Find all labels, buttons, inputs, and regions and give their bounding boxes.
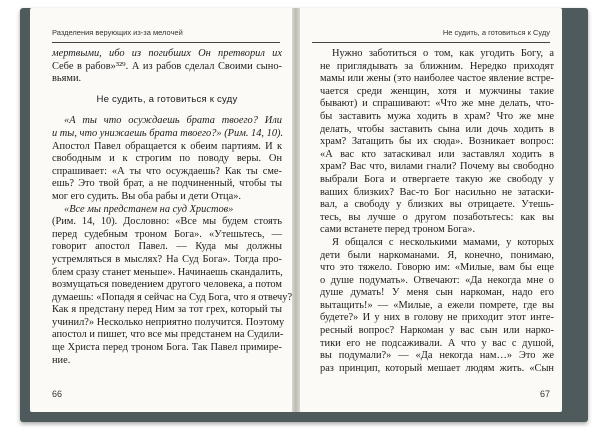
text-line: мамы или жены (это наиболее частое явление встре- bbox=[320, 73, 554, 85]
text-line: тики его не подсаживали. А что у вас с душой, bbox=[320, 337, 554, 349]
text-line: вы подумали?» — «Да некогда нам…» Это же bbox=[320, 350, 554, 362]
text-line: вытащить!» — «Милые, а ежели помрете, где вы bbox=[320, 299, 554, 311]
text-line: что это тяжело. Говорю им: «Милые, вам бы еще bbox=[320, 262, 554, 274]
text-line: бывают) и спрашивают: «Что же мне делать, что- bbox=[320, 98, 554, 110]
text-line: тесь, вы лучше о другом позаботьтесь: как вы bbox=[320, 211, 554, 223]
text-line: вал, а свободу у близких вы отрицаете. Утешь- bbox=[320, 199, 554, 211]
text-line: Себе в рабов»³²⁹. А из рабов сделал Своими сыно- bbox=[52, 60, 282, 72]
right-page-text bbox=[320, 48, 554, 375]
text-line: мертвыми, ибо из погибших Он претворил их bbox=[52, 48, 282, 59]
text-line: храм? Вас что, вилами гнали? Почему вы свободно bbox=[320, 161, 554, 173]
text-line: раз принцип, который мешает людям жить. «Сын bbox=[320, 362, 554, 374]
text-line: устремляться в мыслях? На Суд Бога». Тогда про- bbox=[52, 253, 282, 265]
text-line: говорит апостол Павел. — Куда мы должны bbox=[52, 241, 282, 253]
text-line: мог его судить. Вы оба рабы и дети Отца». bbox=[52, 190, 242, 202]
text-line: храм? Затащить бы их сюда». Возникает вопрос: bbox=[320, 136, 554, 148]
text-line: Как я предстану перед Ним за тот грех, который ты bbox=[52, 304, 282, 316]
text-line: свободным и к строгим по поводу веры. Он bbox=[52, 153, 282, 165]
text-line: «Все мы предстанем на суд Христов» bbox=[64, 203, 234, 215]
text-line: спрашивает: «А ты что осуждаешь? Как ты сме- bbox=[52, 165, 282, 177]
text-line: возмущаться поведением другого человека, а потом bbox=[52, 279, 282, 291]
text-line: не приглядывать за ближним. Нередко приходят bbox=[320, 60, 554, 72]
section-heading: Не судить, а готовиться к суду bbox=[96, 93, 238, 105]
text-line: будете?» И у них в голову не приходит этот инте- bbox=[320, 312, 554, 324]
text-line: ешь? Это твой брат, а не подчиненный, чтобы ты bbox=[52, 178, 282, 190]
book-gutter bbox=[292, 8, 300, 412]
text-line: бы заставить мужа ходить в храм? Что же мне bbox=[320, 110, 554, 122]
text-line: думаешь: «Попадя я сейчас на Суд Бога, что я отвечу? bbox=[52, 291, 292, 303]
text-line: ваших близких? Вас-то Бог насильно не затаски- bbox=[320, 186, 554, 198]
left-page-text bbox=[52, 48, 292, 367]
left-running-head: Разделения верующих из-за мелочей bbox=[52, 28, 183, 37]
text-line: блем сразу станет меньше». Начинаешь скандалить, bbox=[52, 266, 283, 278]
text-line: учинил?» Несколько неприятно получится. Поэтому bbox=[52, 316, 285, 328]
left-page-number: 66 bbox=[52, 389, 63, 399]
text-line: апостол и пишет, что все мы предстанем на Судили- bbox=[52, 329, 284, 341]
text-line: Апостол Павел обращается к обеим партиям. И к bbox=[52, 140, 282, 152]
text-line: Нужно заботиться о том, как угодить Богу, а bbox=[332, 48, 554, 59]
left-header-rule bbox=[52, 42, 280, 43]
text-line: о душе подумать». Отвечают: «Да некогда мне о bbox=[320, 274, 554, 286]
text-line: сами встанете перед троном Бога». bbox=[320, 224, 476, 236]
text-line: ще Христа перед троном Бога. Так Павел примире- bbox=[52, 342, 282, 354]
left-page bbox=[30, 8, 292, 412]
right-running-head: Не судить, а готовиться к Суду bbox=[442, 28, 550, 37]
text-line: «А ты что осуждаешь брата твоего? Или bbox=[64, 115, 282, 127]
right-page bbox=[300, 8, 562, 412]
text-line: «А вас кто затаскивал или заставлял ходить в bbox=[320, 148, 554, 160]
right-header-rule bbox=[312, 42, 550, 43]
text-line: Я общался с несколькими мамами, у которых bbox=[332, 236, 554, 248]
text-line: выбрали Бога и отвергаете такую же свободу у bbox=[320, 173, 554, 185]
text-line: перед судебным троном Бога». «Утешьтесь, — bbox=[52, 228, 282, 240]
text-line: ние. bbox=[52, 354, 71, 366]
text-line: дети были наркоманами. Я, конечно, понимаю, bbox=[320, 249, 554, 261]
text-line: вьями. bbox=[52, 73, 82, 85]
text-line: ресный вопрос? Наркоман у вас сын или нарко- bbox=[320, 325, 554, 337]
right-page-number: 67 bbox=[539, 389, 550, 399]
text-line: (Рим. 14, 10). Дословно: «Все мы будем стоять bbox=[52, 216, 282, 228]
text-line: чается среди женщин, хотя и мужчины такие bbox=[320, 85, 554, 97]
text-line: делать, чтобы заставить сына или дочь ходить в bbox=[320, 123, 554, 135]
text-line: душе думать! У меня сын наркоман, надо его bbox=[320, 287, 554, 299]
text-line: и ты, что унижаешь брата твоего?» (Рим. 14, 10). bbox=[52, 127, 284, 139]
